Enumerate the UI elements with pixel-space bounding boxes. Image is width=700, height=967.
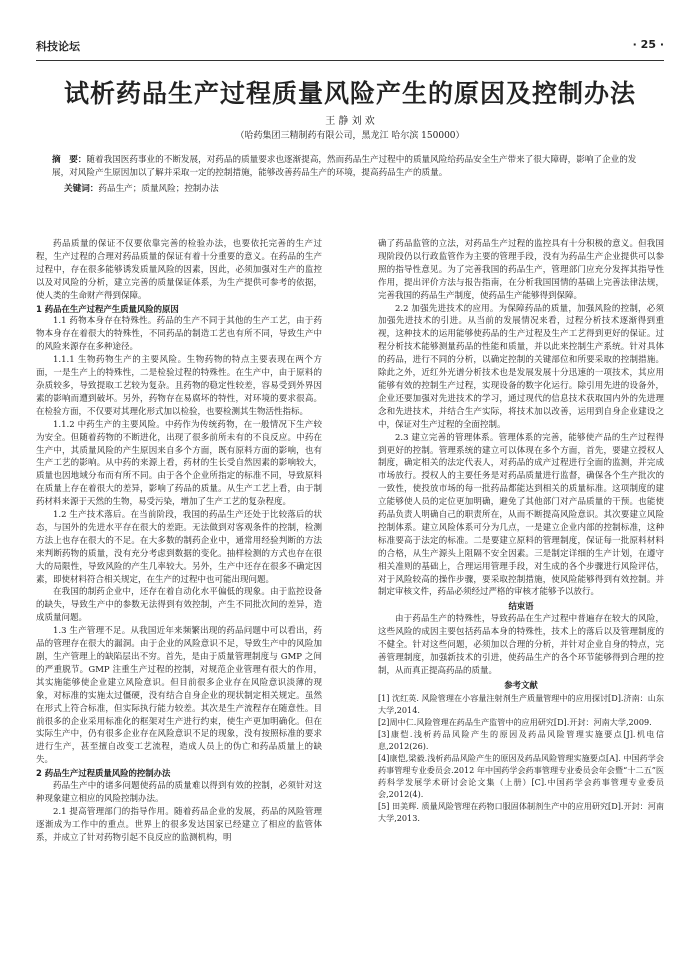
author-affiliation: （哈药集团三精制药有限公司，黑龙江 哈尔滨 150000）: [235, 131, 465, 141]
body-paragraph: 1.1.2 中药生产的主要风险。中药作为传统药物，在一般情况下生产较为安全。但随着药物的不断进化，出现了很多前所未有的不良反应。中药在生产中，其质量风险的产生原因来自多个方面，既有原料方面的影响，也有生产工艺的影响。从中药的来源上看，药材的生长受自然因素的影响较大，质量也因地域分布而有所不同。由于各个企业所指定的标准不同，导致原料在质量上存在着很大的差异，影响了药品的质量。从生产工艺上看，由于制药材料来源于天然的生物，易受污染，增加了生产工艺的复杂程度。: [36, 419, 322, 508]
reference-item: [3]康恺.浅析药品风险产生的原因及药品风险管理实施要点[J].机电信息,2012(26).: [378, 728, 664, 751]
body-paragraph: 1.2 生产技术落后。在当前阶段，我国的药品生产还处于比较落后的状态，与国外的先进水平存在很大的差距。无法做到对客观条件的控制，检测方法上也存在很大的不足。在大多数的制药企业中，通常用经验判断的方法来判断药物的质量，没有充分考虑到数据的变化。抽样检测的方式也存在很大的局限性，导致风险的产生几率较大。另外，生产中还存在很多不确定因素，即使材料符合相关规定，在生产的过程中也可能出现问题。: [36, 510, 322, 585]
article-authors: 王 静 刘 欢: [325, 116, 375, 127]
keywords: [64, 183, 644, 195]
section-heading: 参考文献: [504, 679, 538, 690]
body-paragraph: 2.3 建立完善的管理体系。管理体系的完善，能够使产品的生产过程得到更好的控制。管理系统的建立可以体现在多个方面，首先，要建立授权人制度，确定相关的法定代表人，对药品的成产过程进行全面的监测，并完成市场放行。授权人的主要任务是对药品质量进行监督，确保各个生产批次的一致性，使投放市场的每一批药品都能达到相关的质量标准。这项制度的建立能够使人员的定位更加明确，避免了其他部门对产品质量的干预。也能使药品负责人明确自己的职责所在，从而不断提高风险意识。其次要建立风险控制体系。建立风险体系可分为几点，一是建立企业内部的控制标准，这种标准要高于法定的标准。二是要建立原料的管理制度，保证每一批原料材料的合格，从生产源头上阻隔不安全因素。三是制定详细的生产计划，在遵守相关准则的基础上，合理运用管理手段，对生成的各个步骤进行风险评估，对于风险较高的操作步骤，要采取控制措施，使风险能够得到有效控制。并制定审核文件，药品必须经过严格的审核才能够予以放行。: [378, 432, 664, 598]
keywords-text: 药品生产；质量风险；控制办法: [98, 184, 219, 194]
abstract: [52, 154, 648, 179]
reference-item: [1] 沈红英. 风险管理在小容量注射剂生产质量管理中的应用探讨[D].济南：山东大学,2014.: [378, 692, 664, 715]
reference-item: [4]康恺,梁毅.浅析药品风险产生的原因及药品风险管理实施要点[A]. 中国药学会药事管理专业委员会.2012 年中国药学会药事管理专业委员会年会暨“十二五”医药科学发展学术研讨会论文集（上册）[C].中国药学会药事管理专业委员会,2012(4).: [378, 752, 664, 799]
body-paragraph: 药品生产中的诸多问题使药品的质量难以得到有效的控制，必须针对这种现象建立相应的风险控制办法。: [36, 781, 322, 804]
abstract-text: 随着我国医药事业的不断发展，对药品的质量要求也逐渐提高，然而药品生产过程中的质量风险给药品安全生产带来了很大障碍，影响了企业的发展，对风险产生原因加以了解并采取一定的控制措施，能够改善药品生产的环境，提高药品生产的质量。: [52, 155, 637, 178]
body-paragraph: 2.1 提高管理部门的指导作用。随着药品企业的发展，药品的风险管理逐渐成为工作中的重点。世界上的很多发达国家已经建立了相应的监管体系，并成立了针对药物引起不良反应的监测机构，明: [36, 806, 322, 843]
section-heading: 2 药品生产过程质量风险的控制办法: [36, 768, 171, 779]
reference-item: [5] 田美辉. 质量风险管理在药物口服固体制剂生产中的应用研究[D].开封：河南大学,2013.: [378, 800, 664, 823]
section-heading: 1 药品在生产过程产生质量风险的原因: [36, 303, 179, 314]
journal-name: 科技论坛: [36, 40, 80, 53]
header-rule: [36, 60, 664, 61]
keywords-label: 关键词：: [64, 184, 99, 194]
body-paragraph: 2.2 加强先进技术的应用。为保障药品的质量，加强风险的控制，必须加强先进技术的引进。从当前的发展情况来看，过程分析技术逐渐得到重视，这种技术的运用能够使药品的生产过程及生产工艺得到更好的保证。过程分析技术能够测量药品的性能和质量，并以此来控制生产系统。针对具体的药品，进行不同的分析，以确定控制的关键部位和所要采取的控制措施。除此之外，近红外光谱分析技术也是发展发展十分迅速的一项技术，其应用能够有效的控制生产过程，实现设备的数字化运行。除引用先进的设备外，企业还要加强对先进技术的学习，通过现代的信息技术获取国内外的先进理念和先进技术，并结合生产实际，将技术加以改善，运用到自身企业建设之中，保证对生产过程的全面控制。: [378, 303, 664, 430]
reference-item: [2]周中仁.风险管理在药品生产监管中的应用研究[D].开封：河南大学,2009.: [378, 716, 652, 727]
body-paragraph: 药品质量的保证不仅要依靠完善的检验办法，也要依托完善的生产过程，生产过程的合理对药品质量的保证有着十分重要的意义。在药品的生产过程中，存在很多能够诱发质量风险的因素，因此，必须加强对生产的监控以及对风险的分析，建立完善的质量保证体系，为生产提供可参考的依据，使人类的生命财产得到保障。: [36, 239, 322, 301]
body-paragraph: 确了药品监管的立法，对药品生产过程的监控具有十分积极的意义。但我国现阶段仍以行政监管作为主要的管理手段，没有为药品生产企业提供可以参照的指导性意见。为了完善我国的药品生产，管理部门应充分发挥其指导性作用，提出评价方法与报告指南，在分析我国国情的基础上完善法律法规，完善我国的药品生产制度，使药品生产能够得到保障。: [378, 239, 664, 301]
body-paragraph: 由于药品生产的特殊性，导致药品在生产过程中普遍存在较大的风险，这些风险的成因主要包括药品本身的特殊性，技术上的落后以及管理制度的不健全。针对这些问题，必须加以合理的分析，并针对企业自身的特点，完善管理制度，加强新技术的引进，使药品生产的各个环节能够得到合理的控制，从而真正提高药品的质量。: [378, 614, 664, 676]
article-title: 试析药品生产过程质量风险产生的原因及控制办法: [63, 79, 636, 108]
section-heading: 结束语: [508, 601, 534, 612]
body-paragraph: 1.1.1 生物药物生产的主要风险。生物药物的特点主要表现在两个方面，一是生产上的特殊性，二是检验过程的特殊性。在生产中，由于原料的杂质较多，导致提取工艺较为复杂。且药物的稳定性较差，容易受到外界因素的影响而遭到破坏。另外，药物存在易腐坏的特性，对环境的要求很高。在检验方面，不仅要对其理化形式加以检验，也要检测其生物活性指标。: [36, 355, 322, 417]
body-column-left: [36, 238, 322, 958]
body-column-right: [378, 238, 664, 958]
page-number: · 25 ·: [632, 38, 664, 51]
body-paragraph: 1.1 药物本身存在特殊性。药品的生产不同于其他的生产工艺，由于药物本身存在着很大的特殊性，不同药品的制造工艺也有所不同，导致生产中的风险来源存在多种途径。: [36, 316, 322, 353]
abstract-label: 摘 要：: [52, 155, 87, 165]
body-paragraph: 1.3 生产管理不足。从我国近年来频繁出现的药品问题中可以看出，药品的管理存在很大的漏洞。由于企业的风险意识不足，导致生产中的风险加剧，生产管理上的缺陷层出不穷。首先，是由于质量管理制度与 GMP 之间的严重脱节。GMP 注重生产过程的控制，对规范企业管理有很大的作用，其实施能够使企业建立风险意识。但目前很多企业存在风险意识淡薄的现象，对标准的实施太过僵硬，没有结合自身企业的现状制定相关规定。虽然在形式上符合标准，但实际执行能力较差。其次是生产流程存在随意性。目前很多的企业采用标准化的框架对生产进行约束，使生产更加明确化。但在实际生产中，仍有很多企业存在风险意识不足的现象，没有按照标准的要求进行生产，甚至擅自改变工艺流程，造成人员上的伪亡和药品质量上的缺失。: [36, 626, 322, 766]
body-paragraph: 在我国的制药企业中，还存在着自动化水平偏低的现象。由于监控设备的缺失，导致生产中的参数无法得到有效控制，产生不同批次间的差异，造成质量问题。: [36, 587, 322, 624]
